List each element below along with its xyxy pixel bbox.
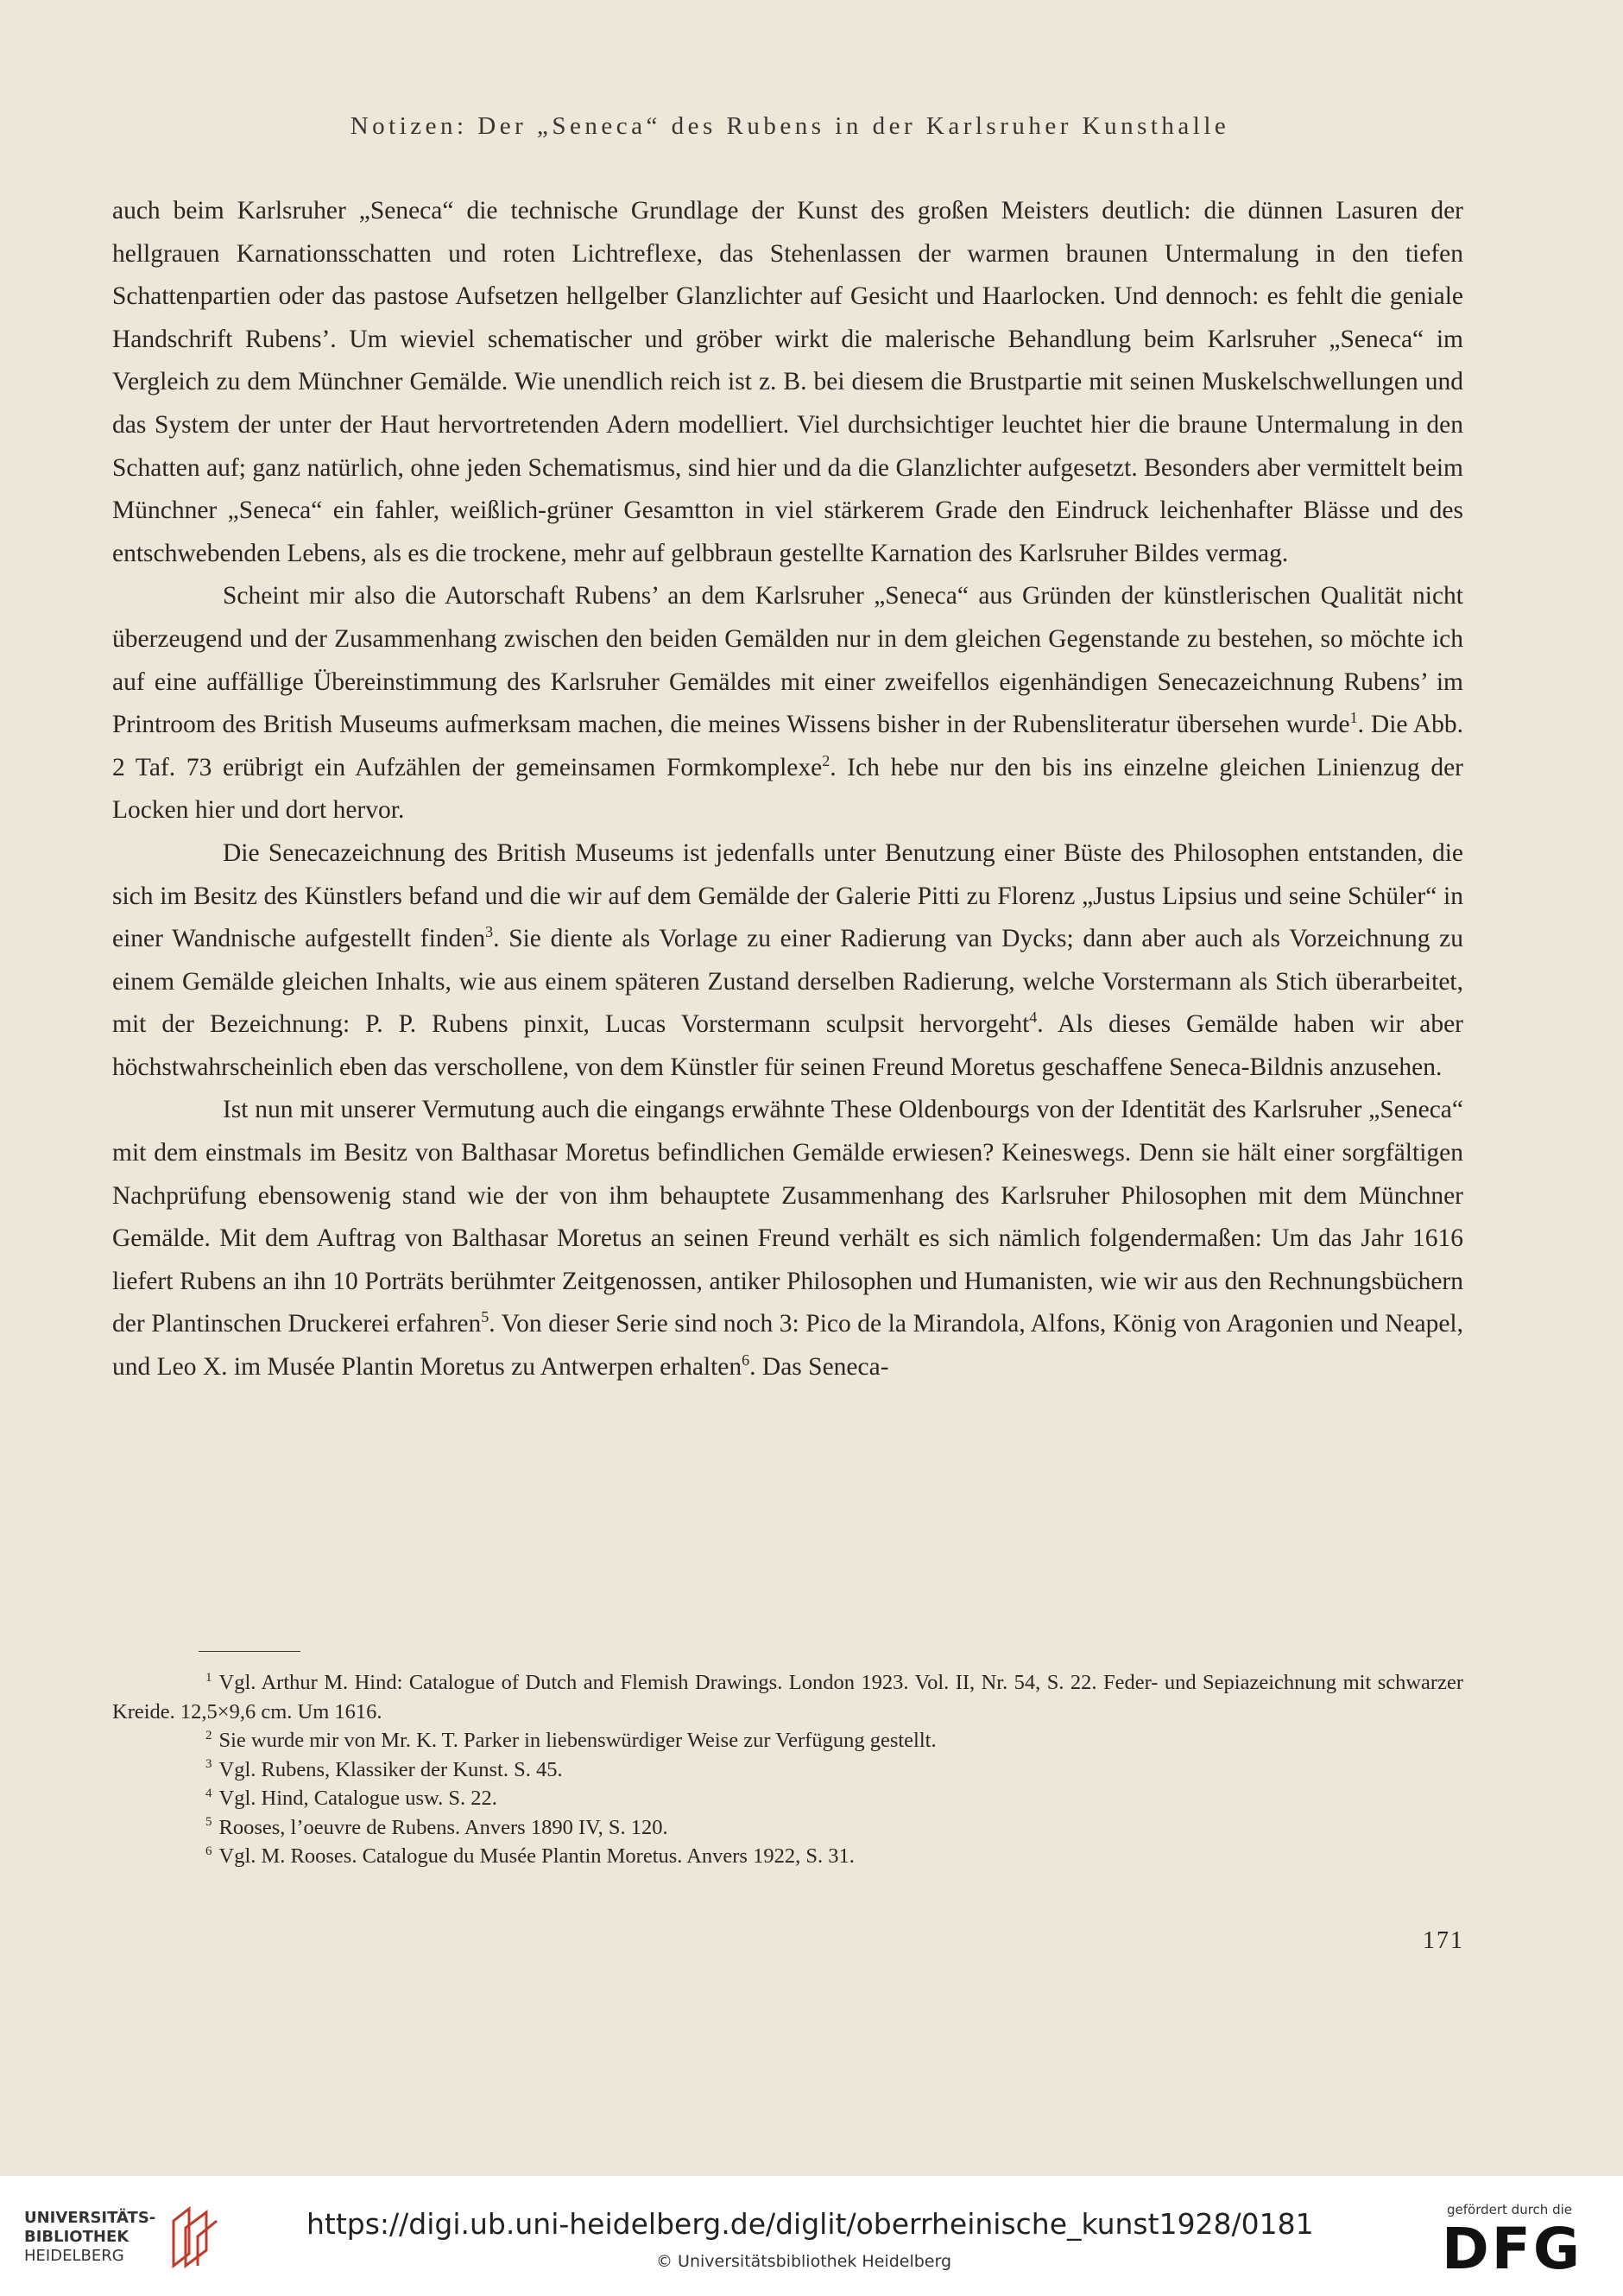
footnote-ref-5[interactable]: 5 [481,1308,489,1326]
paragraph-3: Die Senecazeichnung des British Museums ist jedenfalls unter Benutzung einer Büste des Philosophen entstanden, die sich im Besitz des Künstlers befand und die wir auf dem Gemälde der Galerie Pitti zu Florenz „Justus Lipsius und seine Schüler“ in einer Wandnische aufgestellt finden$^3$. Sie diente als Vorlage zu einer Radierung van Dycks; dann aber auch als Vorzeichnung zu einem Gemälde gleichen Inhalts, wie aus einem späteren Zustand derselben Radierung, welche Vorstermann als Stich überarbeitet, mit der Bezeichnung: P. P. Rubens pinxit, Lucas Vorstermann sculpsit hervorgeht$^4$. Als dieses Gemälde haben wir aber höchstwahrscheinlich eben das verschollene, von dem Künstler für seinen Freund Moretus geschaffene Seneca-Bildnis anzusehen. [112,838,1464,1081]
footnote-5: $^5$ Rooses, l’oeuvre de Rubens. Anvers 1890 IV, S. 120. [205,1815,668,1839]
running-header: Notizen: Der „Seneca“ des Rubens in der Karlsruher Kunsthalle [350,112,1230,140]
library-emblem-icon [167,2202,223,2271]
page-number: 171 [1423,1927,1464,1954]
library-name-line2: BIBLIOTHEK [24,2228,129,2246]
footnote-1: $^1$ Vgl. Arthur M. Hind: Catalogue of Dutch and Flemish Drawings. London 1923. Vol. II, Nr. 54, S. 22. Feder- und Sepiazeichnung mit schwarzer Kreide. 12,5×9,6 cm. Um 1616. [112,1670,1463,1724]
footnote-4: $^4$ Vgl. Hind, Catalogue usw. S. 22. [205,1786,497,1810]
copyright-notice: © Universitätsbibliothek Heidelberg [656,2252,952,2271]
dfg-funding[interactable] [1442,2202,1606,2284]
footnote-6: $^6$ Vgl. M. Rooses. Catalogue du Musée Plantin Moretus. Anvers 1922, S. 31. [205,1844,855,1868]
footnote-ref-1[interactable]: 1 [1349,709,1358,727]
footnote-2: $^2$ Sie wurde mir von Mr. K. T. Parker in liebenswürdiger Weise zur Verfügung gestellt. [205,1728,937,1752]
footnotes [112,1668,1463,1871]
library-name-line1: UNIVERSITÄTS- [24,2209,156,2227]
viewer-footer [0,2176,1623,2296]
footnote-divider [199,1651,300,1652]
paragraph-4: Ist nun mit unserer Vermutung auch die eingangs erwähnte These Oldenbourgs von der Identität des Karlsruher „Seneca“ mit dem einstmals im Besitz von Balthasar Moretus befindlichen Gemälde erwiesen? Keineswegs. Denn sie hält einer sorgfältigen Nachprüfung ebensowenig stand wie der von ihm behauptete Zusammenhang des Karlsruher Philosophen mit dem Münchner Gemälde. Mit dem Auftrag von Balthasar Moretus an seinen Freund verhält es sich nämlich folgendermaßen: Um das Jahr 1616 liefert Rubens an ihn 10 Porträts berühmter Zeitgenossen, antiker Philosophen und Humanisten, wie wir aus den Rechnungsbüchern der Plantinschen Druckerei erfahren$^5$. Von dieser Serie sind noch 3: Pico de la Mirandola, Alfons, König von Aragonien und Neapel, und Leo X. im Musée Plantin Moretus zu Antwerpen erhalten$^6$. Das Seneca- [112,1096,1463,1382]
footnote-ref-2[interactable]: 2 [822,751,830,769]
paragraph-2: Scheint mir also die Autorschaft Rubens’ an dem Karlsruher „Seneca“ aus Gründen der künstlerischen Qualität nicht überzeugend und der Zusammenhang zwischen den beiden Gemälden nur in dem gleichen Gegenstande zu bestehen, so möchte ich auf eine auffällige Übereinstimmung des Karlsruher Gemäldes mit einer zweifellos eigenhändigen Senecazeichnung Rubens’ im Printroom des British Museums aufmerksam machen, die meines Wissens bisher in der Rubensliteratur übersehen wurde$^1$. Die Abb. 2 Taf. 73 erübrigt ein Aufzählen der gemeinsamen Formkomplexe$^2$. Ich hebe nur den bis ins einzelne gleichen Linienzug der Locken hier und dort hervor. [112,582,1463,825]
paragraph-1: auch beim Karlsruher „Seneca“ die technische Grundlage der Kunst des großen Meisters deutlich: die dünnen Lasuren der hellgrauen Karnationsschatten und roten Lichtreflexe, das Stehenlassen der warmen braunen Untermalung in den tiefen Schattenpartien oder das pastose Aufsetzen hellgelber Glanzlichter auf Gesicht und Haarlocken. Und dennoch: es fehlt die geniale Handschrift Rubens’. Um wieviel schematischer und gröber wirkt die malerische Behandlung beim Karlsruher „Seneca“ im Vergleich zu dem Münchner Gemälde. Wie unendlich reich ist z. B. bei diesem die Brustpartie mit seinen Muskelschwellungen und das System der unter der Haut hervortretenden Adern modelliert. Viel durchsichtiger leuchtet hier die braune Untermalung in den Schatten auf; ganz natürlich, ohne jeden Schematismus, sind hier und da die Glanzlichter aufgesetzt. Besonders aber vermittelt beim Münchner „Seneca“ ein fahler, weißlich-grüner Gesamtton in viel stärkerem Grade den Eindruck leichenhafter Blässe und des entschwebenden Lebens, als es die trockene, mehr auf gelbbraun gestellte Karnation des Karlsruher Bildes vermag. [112,197,1463,567]
library-name-line3: HEIDELBERG [24,2247,124,2265]
footnote-3: $^3$ Vgl. Rubens, Klassiker der Kunst. S. 45. [205,1757,563,1781]
funded-by-label: gefördert durch die [1447,2202,1572,2217]
permalink-url[interactable]: https://digi.ub.uni-heidelberg.de/diglit/oberrheinische_kunst1928/0181 [306,2207,1314,2241]
footnote-ref-6[interactable]: 6 [742,1351,750,1369]
footnote-ref-3[interactable]: 3 [485,923,494,941]
library-logo[interactable] [24,2202,223,2271]
dfg-logo: DFG [1442,2216,1583,2282]
footnote-ref-4[interactable]: 4 [1029,1009,1038,1027]
body-text [112,190,1463,1389]
